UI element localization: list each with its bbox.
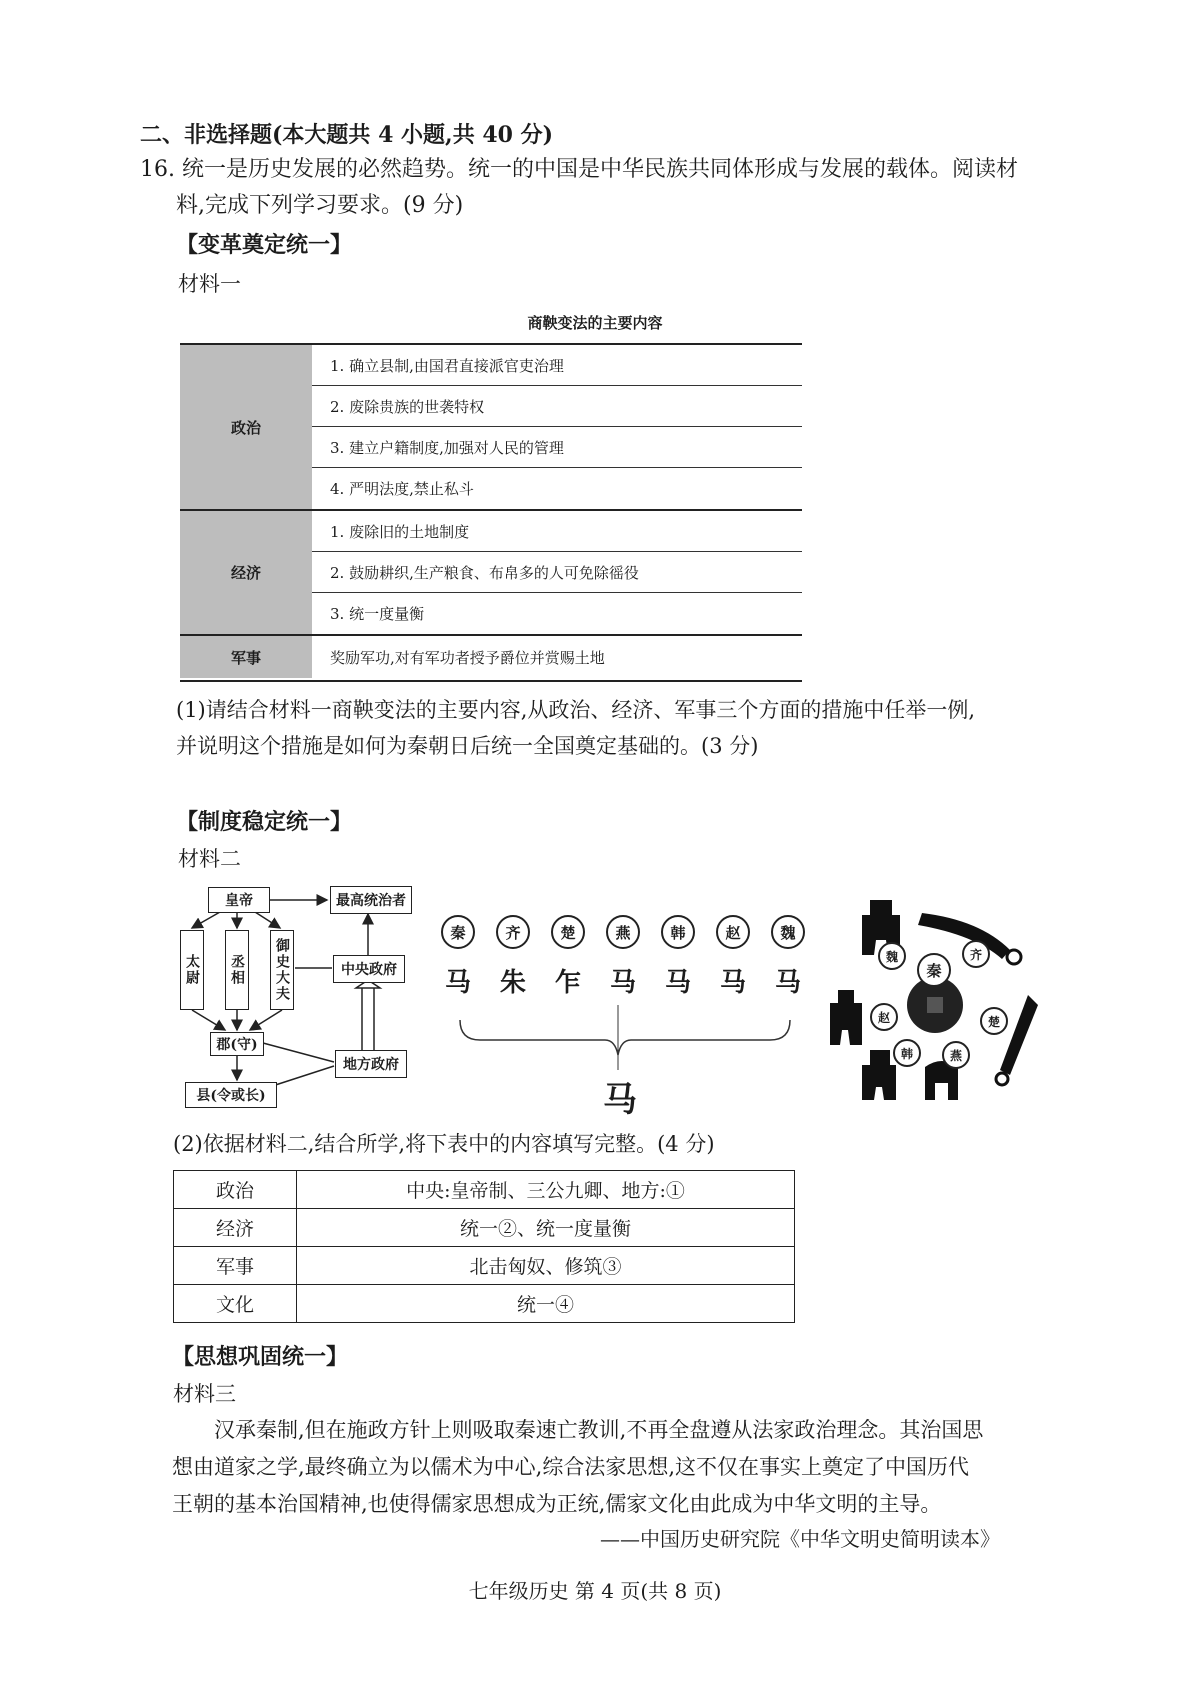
fill-table-value: 统一④ [297, 1285, 795, 1323]
supreme-ruler-box: 最高统治者 [330, 886, 412, 914]
unified-glyph: 马 [603, 1080, 637, 1120]
material-3-line1: 汉承秦制,但在施政方针上则吸取秦速亡教训,不再全盘遵从法家政治理念。其治国思 [214, 1418, 984, 1442]
q16-line2: 料,完成下列学习要求。(9 分) [176, 193, 464, 218]
jun-box: 郡(守) [210, 1032, 264, 1056]
coin-state-label: 赵 [870, 1003, 898, 1031]
ancient-glyph: 马 [665, 968, 692, 998]
question-1-line1: (1)请结合材料一商鞅变法的主要内容,从政治、经济、军事三个方面的措施中任举一例, [176, 698, 976, 722]
table-row [174, 1171, 795, 1209]
yushi-box: 御史大夫 [270, 930, 294, 1010]
table-row: 2. 鼓励耕织,生产粮食、布帛多的人可免除徭役 [312, 552, 802, 593]
section-title: 二、非选择题(本大题共 4 小题,共 40 分) [140, 122, 554, 148]
material-3-line3: 王朝的基本治国精神,也使得儒家思想成为正统,儒家文化由此成为中华文明的主导。 [172, 1492, 942, 1516]
question-1-line2: 并说明这个措施是如何为秦朝日后统一全国奠定基础的。(3 分) [176, 734, 759, 758]
local-government-box: 地方政府 [335, 1050, 407, 1078]
table-row [174, 1247, 795, 1285]
coins-illustration [830, 895, 1040, 1110]
table-row: 奖励军功,对有军功者授予爵位并赏赐土地 [330, 648, 605, 667]
emperor-box: 皇帝 [208, 887, 270, 913]
central-government-box: 中央政府 [333, 955, 405, 983]
fill-table-value: 北击匈奴、修筑③ [297, 1247, 795, 1285]
table-row: 4. 严明法度,禁止私斗 [330, 480, 474, 498]
page-footer: 七年级历史 第 4 页(共 8 页) [468, 1579, 722, 1603]
part2-heading: 【制度稳定统一】 [176, 809, 353, 835]
material-3-source: ——中国历史研究院《中华文明史简明读本》 [600, 1527, 1000, 1551]
material-3-text [172, 1412, 1062, 1523]
part1-heading: 【变革奠定统一】 [176, 232, 353, 258]
table-row [174, 1285, 795, 1323]
category-economy: 经济 [180, 511, 312, 634]
state-seal: 秦 [441, 915, 475, 949]
fill-table-key: 文化 [174, 1285, 297, 1323]
taiwei-box: 太尉 [180, 930, 204, 1010]
coin-state-label: 燕 [942, 1041, 970, 1069]
state-seal: 齐 [496, 915, 530, 949]
question-2: (2)依据材料二,结合所学,将下表中的内容填写完整。(4 分) [173, 1132, 715, 1156]
state-seal: 赵 [716, 915, 750, 949]
fill-table-value: 中央:皇帝制、三公九卿、地方:① [297, 1171, 795, 1209]
material-2-label: 材料二 [178, 847, 241, 871]
state-seal: 魏 [771, 915, 805, 949]
material-3-line2: 想由道家之学,最终确立为以儒术为中心,综合法家思想,这不仅在事实上奠定了中国历代 [172, 1455, 970, 1479]
ancient-glyph: 马 [775, 968, 802, 998]
fill-table-value: 统一②、统一度量衡 [297, 1209, 795, 1247]
fill-in-table [173, 1170, 795, 1323]
state-seal: 燕 [606, 915, 640, 949]
fill-table-key: 政治 [174, 1171, 297, 1209]
category-politics: 政治 [180, 345, 312, 509]
coin-state-label: 秦 [917, 953, 951, 987]
currency-unification-figure [830, 895, 1040, 1110]
ancient-glyph: 马 [610, 968, 637, 998]
table-row: 3. 建立户籍制度,加强对人民的管理 [312, 427, 802, 468]
table-row [174, 1209, 795, 1247]
xian-box: 县(令或长) [185, 1082, 277, 1108]
chengxiang-box: 丞相 [225, 930, 249, 1010]
table-row: 2. 废除贵族的世袭特权 [312, 386, 802, 427]
ancient-glyph: 马 [720, 968, 747, 998]
material-1-label: 材料一 [178, 272, 241, 296]
category-military: 军事 [180, 636, 312, 678]
coin-state-label: 齐 [962, 940, 990, 968]
table-row: 3. 统一度量衡 [330, 605, 425, 623]
coin-state-label: 韩 [893, 1039, 921, 1067]
ancient-glyph: 乍 [555, 968, 582, 998]
table-row: 1. 确立县制,由国君直接派官吏治理 [312, 345, 802, 386]
q16-line1: 16. 统一是历史发展的必然趋势。统一的中国是中华民族共同体形成与发展的载体。阅读材 [140, 157, 1018, 182]
fill-table-key: 经济 [174, 1209, 297, 1247]
table1-title: 商鞅变法的主要内容 [527, 314, 663, 332]
coin-state-label: 魏 [878, 942, 906, 970]
fill-table-key: 军事 [174, 1247, 297, 1285]
state-seal: 韩 [661, 915, 695, 949]
table-row: 1. 废除旧的土地制度 [312, 511, 802, 552]
ancient-glyph: 马 [445, 968, 472, 998]
coin-state-label: 楚 [980, 1007, 1008, 1035]
material-3-label: 材料三 [173, 1382, 236, 1406]
ancient-glyph: 朱 [500, 968, 527, 998]
state-seal: 楚 [551, 915, 585, 949]
part3-heading: 【思想巩固统一】 [172, 1344, 349, 1370]
